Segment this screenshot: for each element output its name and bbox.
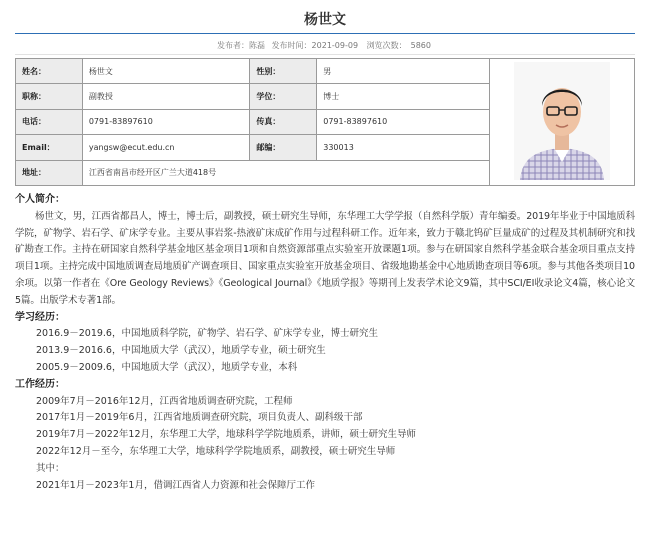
phone-label: 电话： [16,109,83,134]
intro-text: 杨世文，男，江西省都昌人，博士，博士后，副教授，硕士研究生导师，东华理工大学学报（自然科学版）青年编委。2019年毕业于中国地质科学院，矿物学、岩石学、矿床学专业。主要从事岩浆-热液矿床成矿作用与过程科研工作。近年来，致力于赣北钨矿巨量成矿的过程及其机制研究和找矿勘查工作。主持在研国家自然科学基金地区基金项目1项和自然资源部重点实验室开放课题1项。参与在研国家自然科学基金联合基金项目重点支持项目1项。主持完成中国地质调查局地质矿产调查项目、国家重点实验室开放基金项目、省级地勘基金中心地质勘查项目等6项。参与其他各类项目10余项。以第一作者在《Ore Geology Reviews》《Geological Journal》《地质学报》等期刊上发表学术论文9篇，其中SCI/EI收录论文4篇，核心论文5篇。出版学术专著1部。 [15,210,635,306]
education-heading: 学习经历： [15,311,65,323]
gender-label: 性别： [250,59,317,84]
publisher-text: 发布者：陈磊 [217,41,266,50]
photo-cell [489,59,634,186]
title-value: 副教授 [82,84,250,109]
address-value: 江西省南昌市经开区广兰大道418号 [82,160,489,185]
meta-divider [15,54,635,55]
email-label: Email： [16,135,83,160]
publish-time-text: 发布时间：2021-09-09 [271,41,359,50]
profile-content [15,192,635,494]
views-label-text: 浏览次数： [366,41,407,50]
title-label: 职称： [16,84,83,109]
postcode-value: 330013 [317,135,490,160]
intro-heading: 个人简介： [15,194,65,205]
phone-value: 0791-83897610 [82,109,250,134]
address-label: 地址： [16,160,83,185]
work-item: 2009年7月－2016年12月，江西省地质调查研究院，工程师 [36,395,293,407]
work-heading: 工作经历： [15,378,65,390]
work-item: 2022年12月－至今，东华理工大学，地球科学学院地质系，副教授，硕士研究生导师 [36,445,396,457]
work-item: 其中： [36,462,65,474]
work-item: 2021年1月－2023年1月，借调江西省人力资源和社会保障厅工作 [36,479,315,491]
work-item: 2019年7月－2022年12月，东华理工大学，地球科学学院地质系，讲师，硕士研究生导师 [36,429,416,441]
email-value: yangsw@ecut.edu.cn [82,135,250,160]
degree-value: 博士 [317,84,490,109]
education-item: 2005.9－2009.6，中国地质大学（武汉），地质学专业，本科 [36,361,298,373]
work-item: 2017年1月－2019年6月，江西省地质调查研究院，项目负责人、副科级干部 [36,412,363,424]
article-meta [0,40,650,51]
views-label [365,41,433,50]
person-portrait-icon [514,62,610,180]
postcode-label: 邮编： [250,135,317,160]
degree-label: 学位： [250,84,317,109]
profile-photo [514,62,610,180]
page-title: 杨世文 [304,12,346,28]
table-row [16,59,635,84]
fax-value: 0791-83897610 [317,109,490,134]
education-item: 2016.9－2019.6，中国地质科学院，矿物学、岩石学、矿床学专业，博士研究生 [36,328,378,340]
views-count: 5860 [410,41,431,50]
name-value: 杨世文 [82,59,250,84]
fax-label: 传真： [250,109,317,134]
gender-value: 男 [317,59,490,84]
title-divider [15,33,635,34]
name-label: 姓名： [16,59,83,84]
education-item: 2013.9－2016.6，中国地质大学（武汉），地质学专业，硕士研究生 [36,345,326,357]
profile-table [15,58,635,186]
